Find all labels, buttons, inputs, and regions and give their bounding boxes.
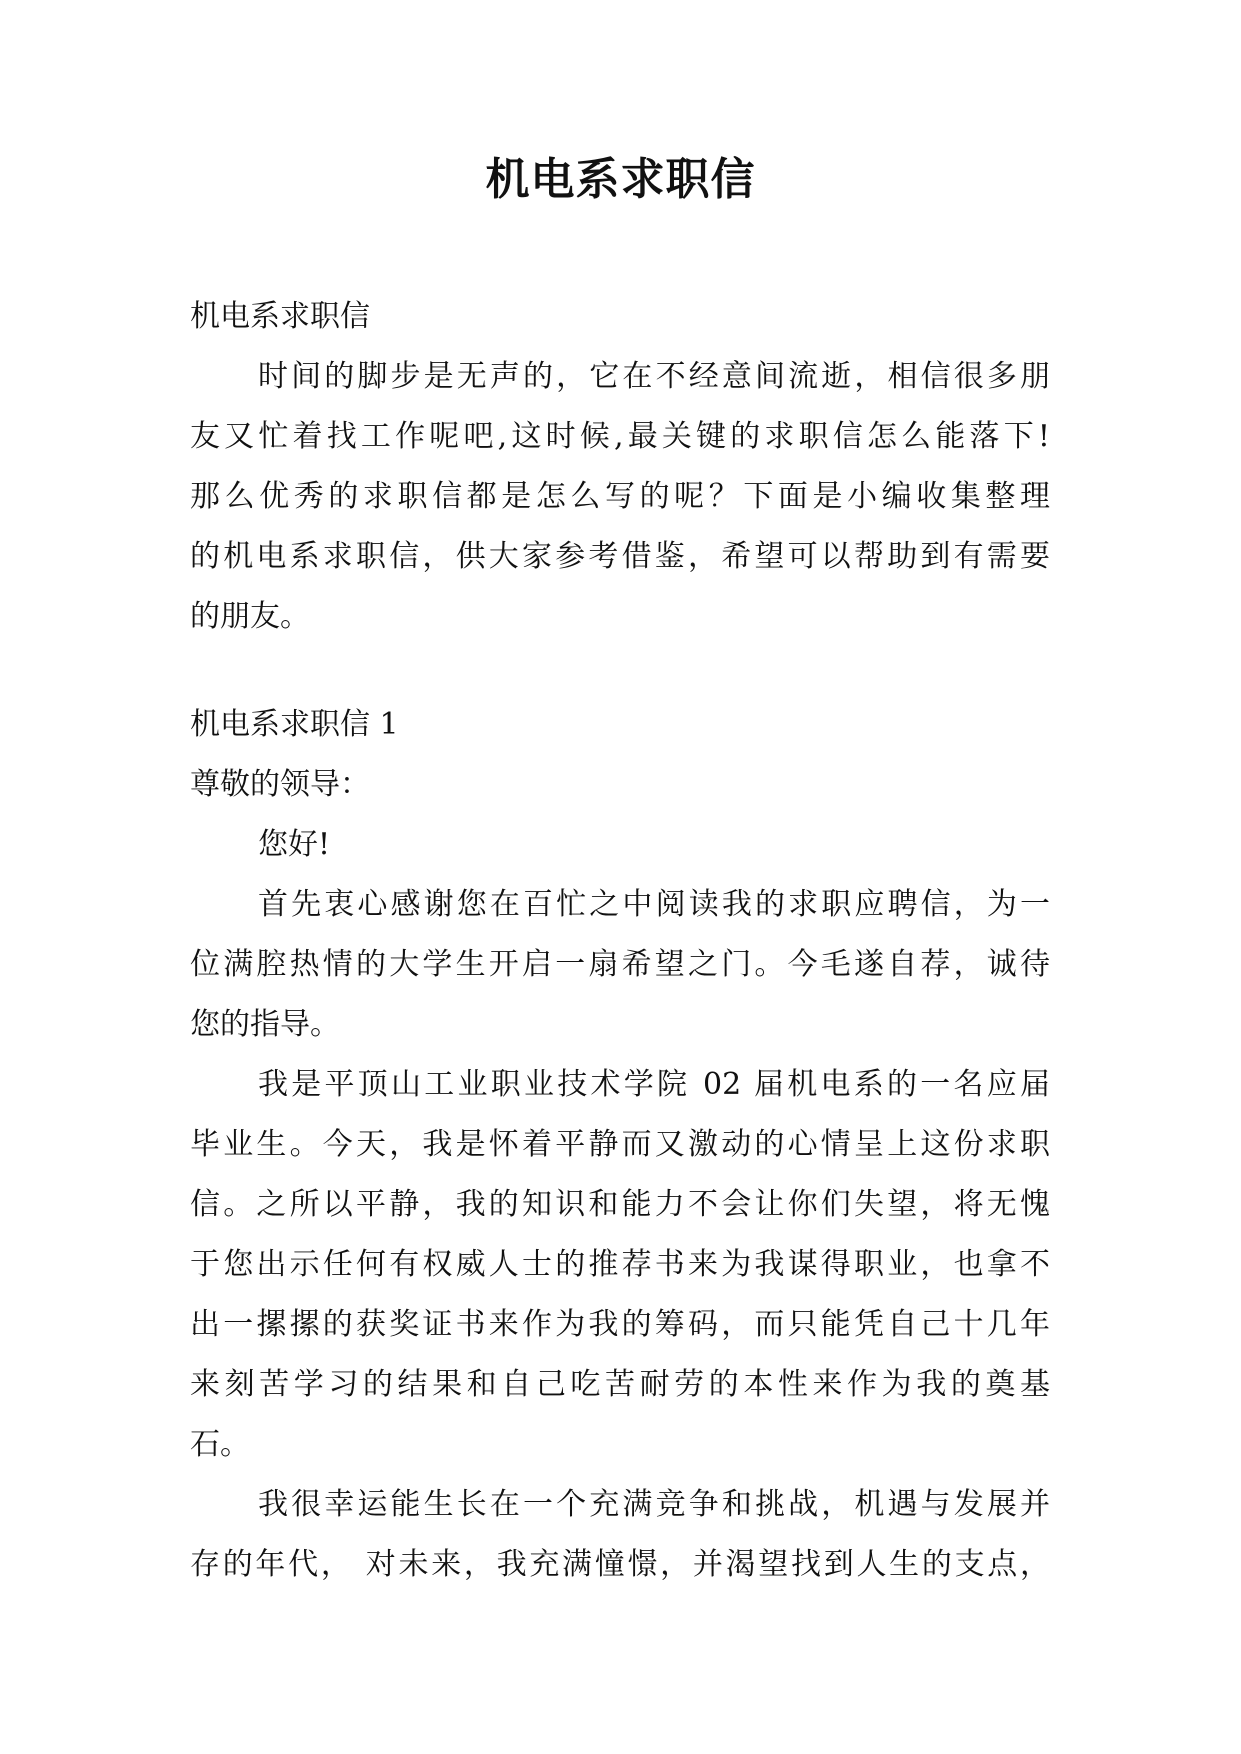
paragraph-line: 毕业生。今天，我是怀着平静而又激动的心情呈上这份求职 bbox=[190, 1127, 1050, 1162]
paragraph-line: 出一摞摞的获奖证书来作为我的筹码，而只能凭自己十几年 bbox=[190, 1307, 1050, 1342]
intro-line: 的朋友。 bbox=[190, 599, 310, 634]
paragraph-line: 于您出示任何有权威人士的推荐书来为我谋得职业，也拿不 bbox=[190, 1247, 1050, 1282]
paragraph-line: 我是平顶山工业职业技术学院 02 届机电系的一名应届 bbox=[258, 1067, 1050, 1102]
intro-heading: 机电系求职信 bbox=[190, 299, 370, 334]
paragraph-line: 信。之所以平静，我的知识和能力不会让你们失望，将无愧 bbox=[190, 1187, 1050, 1222]
intro-line: 友又忙着找工作呢吧,这时候,最关键的求职信怎么能落下! bbox=[190, 419, 1050, 454]
intro-line: 时间的脚步是无声的，它在不经意间流逝，相信很多朋 bbox=[258, 359, 1050, 394]
letter-heading: 机电系求职信 1 bbox=[190, 707, 399, 742]
intro-line: 的机电系求职信，供大家参考借鉴，希望可以帮助到有需要 bbox=[190, 539, 1050, 574]
letter-section bbox=[190, 695, 1050, 1595]
paragraph-line: 您的指导。 bbox=[190, 1007, 340, 1042]
letter-salutation: 尊敬的领导： bbox=[190, 767, 370, 802]
letter-greeting: 您好! bbox=[258, 827, 331, 862]
intro-line: 那么优秀的求职信都是怎么写的呢？下面是小编收集整理 bbox=[190, 479, 1050, 514]
paragraph-line: 石。 bbox=[190, 1427, 250, 1462]
paragraph-line: 来刻苦学习的结果和自己吃苦耐劳的本性来作为我的奠基 bbox=[190, 1367, 1050, 1402]
document-title: 机电系求职信 bbox=[485, 154, 756, 205]
paragraph-line: 位满腔热情的大学生开启一扇希望之门。今毛遂自荐，诚待 bbox=[190, 947, 1050, 982]
paragraph-line: 首先衷心感谢您在百忙之中阅读我的求职应聘信，为一 bbox=[258, 887, 1050, 922]
intro-section bbox=[190, 287, 1050, 647]
paragraph-line: 我很幸运能生长在一个充满竞争和挑战，机遇与发展并 bbox=[258, 1487, 1050, 1522]
paragraph-line: 存的年代， 对未来，我充满憧憬，并渴望找到人生的支点， bbox=[190, 1547, 1050, 1582]
